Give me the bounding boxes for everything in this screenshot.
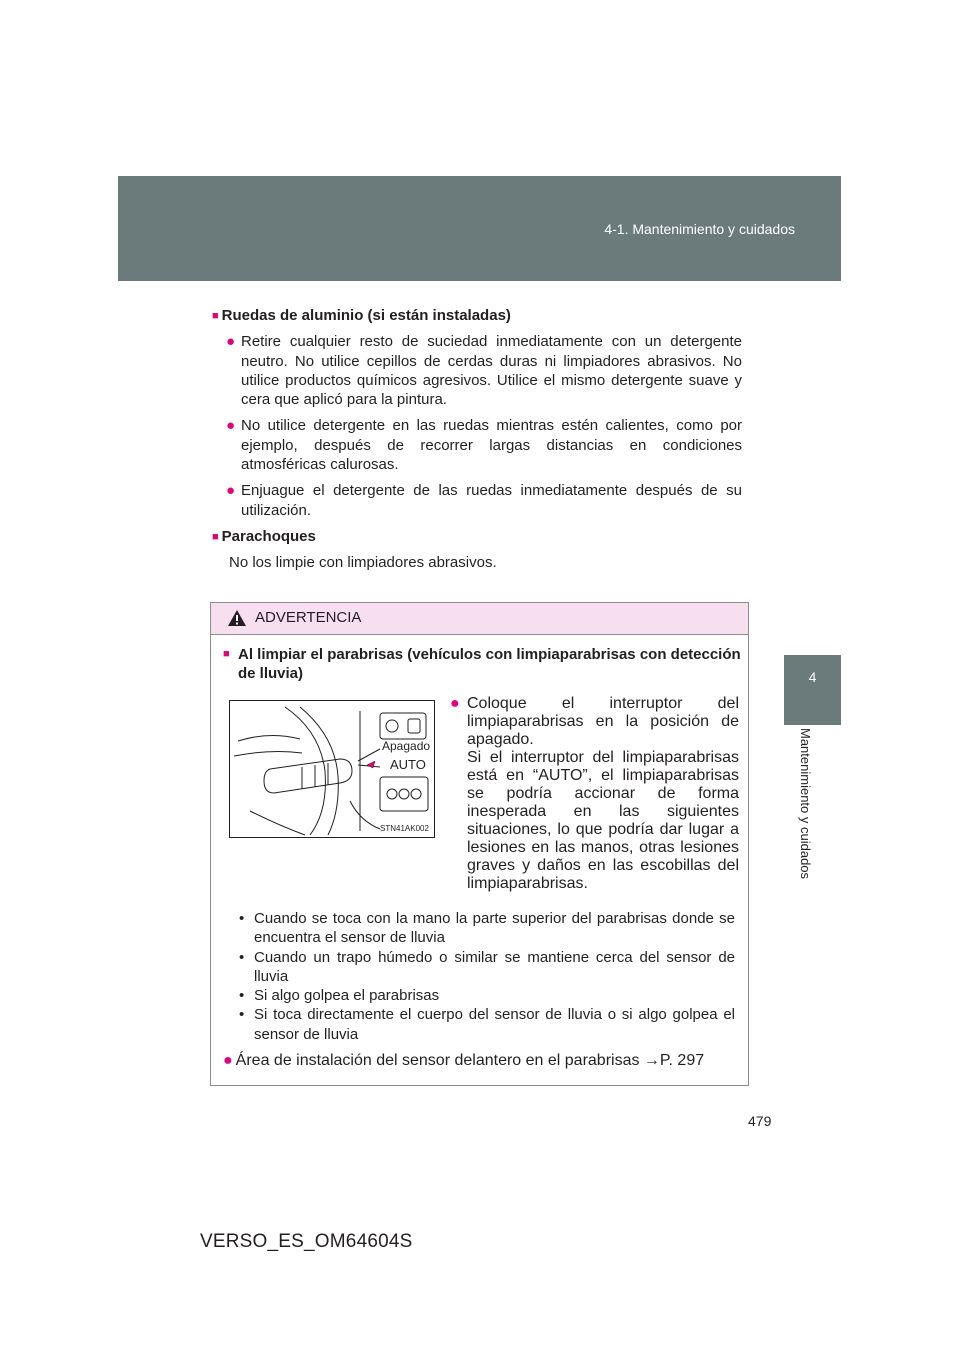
square-bullet-icon: ■: [212, 310, 219, 322]
label-off: Apagado: [382, 739, 431, 753]
document-code: VERSO_ES_OM64604S: [200, 1231, 413, 1252]
square-bullet-icon: ■: [223, 648, 230, 660]
chapter-number: 4: [808, 669, 817, 685]
square-bullet-icon: ■: [212, 530, 219, 543]
aluminum-wheels-heading: ■ Ruedas de aluminio (si están instaladas): [212, 307, 511, 324]
page-number: 479: [748, 1113, 772, 1129]
figure-code: STN41AK002: [380, 824, 429, 833]
circle-bullet-icon: ●: [223, 1052, 233, 1069]
warning-body: [223, 645, 743, 690]
warning-triangle-icon: [227, 609, 247, 627]
warning-box: [210, 602, 749, 1086]
warning-title: ADVERTENCIA: [255, 609, 362, 626]
situations-list: [239, 909, 735, 1044]
sensor-area-note: ● Área de instalación del sensor delantero en el parabrisas →P. 297: [223, 1052, 705, 1069]
chapter-tab: [784, 655, 841, 725]
instruction-1: ● Coloque el interruptor del limpiaparabrisas en la posición de apagado.: [450, 695, 739, 748]
list-item: ● No utilice detergente en las ruedas mientras estén calientes, como por ejemplo, después de recorrer largas distancias en condiciones atmosféricas calurosas.: [226, 417, 742, 474]
circle-bullet-icon: ●: [226, 417, 236, 435]
bumper-text: No los limpie con limpiadores abrasivos.: [229, 554, 497, 572]
list-item: • Si algo golpea el parabrisas: [239, 987, 440, 1005]
circle-bullet-icon: ●: [226, 482, 236, 500]
warning-header: [211, 603, 748, 635]
warning-heading: ■ Al limpiar el parabrisas (vehículos con limpiaparabrisas con detección de lluvia): [223, 646, 741, 683]
circle-bullet-icon: ●: [226, 333, 236, 351]
list-item: • Cuando un trapo húmedo o similar se mantiene cerca del sensor de lluvia: [239, 948, 735, 985]
bumper-heading: ■ Parachoques: [212, 527, 316, 545]
list-item: ● Enjuague el detergente de las ruedas inmediatamente después de su utilización.: [226, 482, 742, 519]
section-title: 4-1. Mantenimiento y cuidados: [604, 221, 795, 237]
header-band: [118, 176, 841, 281]
main-content: [212, 306, 742, 579]
list-item: ● Retire cualquier resto de suciedad inmediatamente con un detergente neutro. No utilice cepillos de cerdas duras ni limpiadores abrasivos. No utilice productos químicos agresivos. Utilice el mismo detergente suave y cera que aplicó para la pintura.: [226, 333, 742, 409]
instruction-column: [450, 695, 739, 893]
chapter-label: Mantenimiento y cuidados: [798, 728, 813, 880]
list-item: • Si toca directamente el cuerpo del sensor de lluvia o si algo golpea el sensor de lluvia: [239, 1006, 735, 1043]
label-auto: AUTO: [390, 757, 426, 772]
wiper-switch-figure: [229, 700, 435, 838]
circle-bullet-icon: ●: [450, 695, 460, 712]
list-item: • Cuando se toca con la mano la parte superior del parabrisas donde se encuentra el sensor de lluvia: [239, 910, 735, 947]
instruction-2: Si el interruptor del limpiaparabrisas está en “AUTO”, el limpiaparabrisas se podría accionar de forma inesperada en las siguientes situaciones, lo que podría dar lugar a lesiones en las manos, otras lesiones graves y daños en las escobillas del limpiaparabrisas.: [467, 749, 739, 892]
